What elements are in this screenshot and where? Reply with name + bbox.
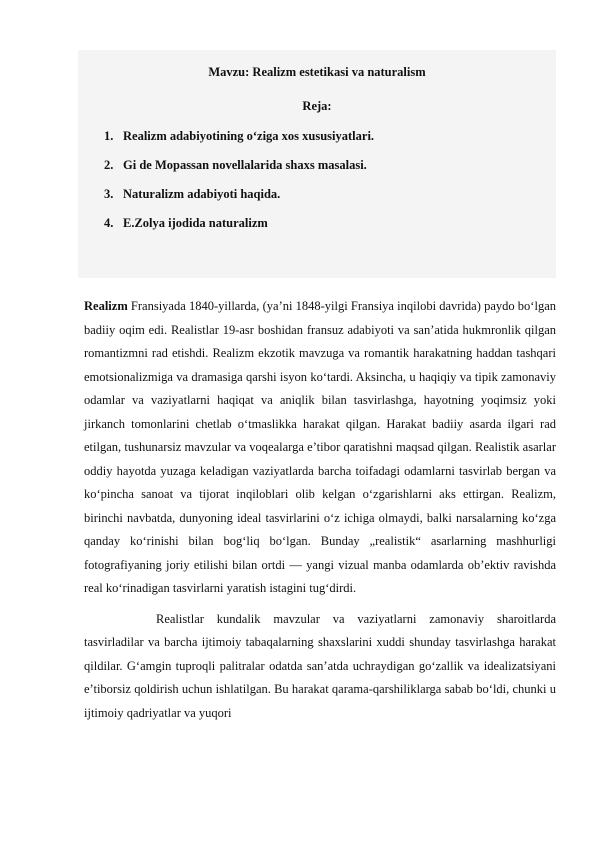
- plan-item-number: 2.: [104, 158, 114, 172]
- plan-item: [104, 157, 374, 186]
- plan-list: [104, 128, 374, 244]
- plan-item: [104, 215, 374, 244]
- document-title: Mavzu: Realizm estetikasi va naturalism: [208, 65, 426, 79]
- plan-item-text: E.Zolya ijodida naturalizm: [123, 216, 268, 230]
- paragraph-realism: [84, 295, 556, 601]
- paragraph-realism-text: Fransiyada 1840-yillarda, (ya’ni 1848-yilgi Fransiya inqilobi davrida) paydo bo‘lgan badiiy oqim edi. Realistlar 19-asr boshidan fransuz adabiyoti va san’atida hukmronlik qilgan romantizmni rad etishdi. Realizm ekzotik mavzuga va romantik harakatning haddan tashqari emotsionalizmiga va dramasiga qarshi isyon ko‘tardi. Aksincha, u haqiqiy va tipik zamonaviy odamlar va vaziyatlarni haqiqat va aniqlik bilan tasvirlashga, hayotning yoqimsiz yoki jirkanch tomonlarini chetlab o‘tmaslikka harakat qilgan. Harakat badiiy asarda ilgari rad etilgan, tushunarsiz mavzular va voqealarga e’tibor qaratishni maqsad qilgan. Realistik asarlar oddiy hayotda yuzaga keladigan vaziyatlarda barcha toifadagi odamlarni tasvirlab bergan va ko‘pincha sanoat va tijorat inqiloblari olib kelgan o‘zgarishlarni aks ettirgan. Realizm, birinchi navbatda, dunyoning ideal tasvirlarini o‘z ichiga olmaydi, balki narsalarning ko‘zga qanday ko‘rinishi bilan bog‘liq bo‘lgan. Bunday „realistik“ asarlarning mashhurligi fotografiyaning joriy etilishi bilan ortdi — yangi vizual manba odamlarda ob’ektiv ravishda real ko‘rinadigan tasvirlarni yaratish istagini tug‘dirdi.: [84, 299, 556, 595]
- plan-item: [104, 186, 374, 215]
- plan-heading: Reja:: [302, 99, 332, 113]
- plan-item-number: 1.: [104, 129, 114, 143]
- body-text: [84, 295, 556, 725]
- plan-item-text: Naturalizm adabiyoti haqida.: [123, 187, 281, 201]
- paragraph-lead-term: Realizm: [84, 299, 128, 313]
- plan-item-number: 4.: [104, 216, 114, 230]
- plan-item-text: Realizm adabiyotining o‘ziga xos xususiyatlari.: [123, 129, 375, 143]
- plan-item: [104, 128, 374, 157]
- paragraph-realists: Realistlar kundalik mavzular va vaziyatlarni zamonaviy sharoitlarda tasvirladilar va barcha ijtimoiy tabaqalarning shaxslarini xuddi shunday tasvirlashga harakat qildilar. G‘amgin tuproqli palitralar odatda san’atda uchraydigan go‘zallik va idealizatsiyani e’tiborsiz qoldirish uchun ishlatilgan. Bu harakat qarama-qarshiliklarga sabab bo‘ldi, chunki u ijtimoiy qadriyatlar va yuqori: [84, 611, 556, 720]
- plan-item-text: Gi de Mopassan novellalarida shaxs masalasi.: [123, 158, 367, 172]
- plan-item-number: 3.: [104, 187, 114, 201]
